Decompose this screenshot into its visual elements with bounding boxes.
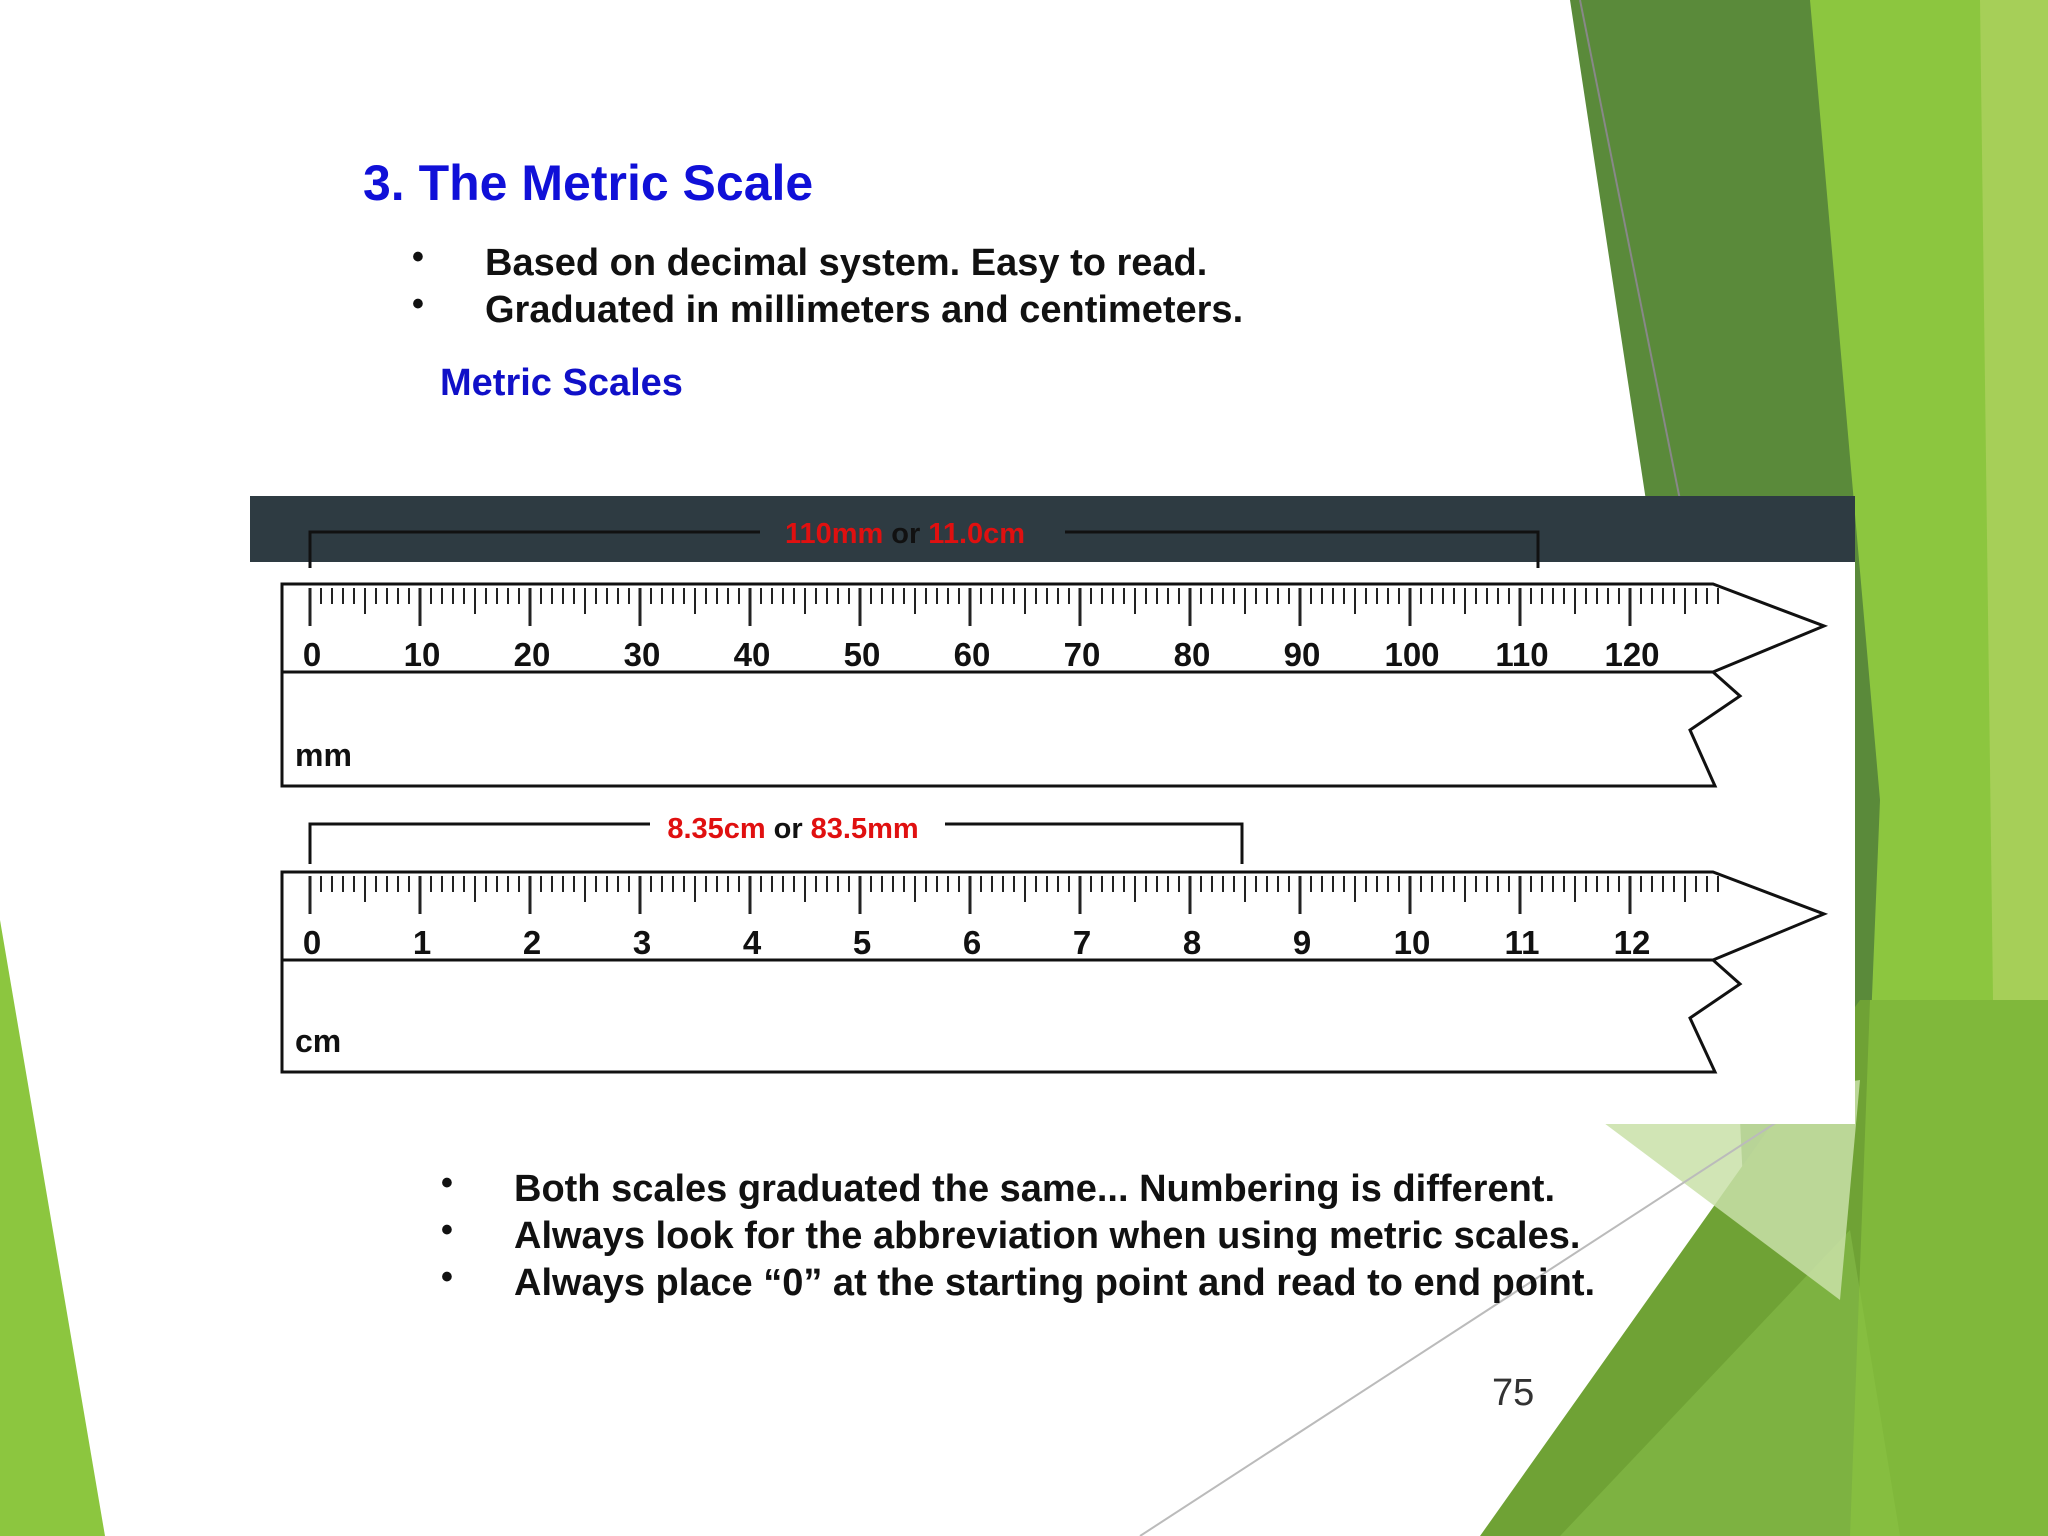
tick-label: 10 — [403, 636, 441, 673]
tick-label: 9 — [1292, 924, 1312, 961]
tick-label: 0 — [302, 924, 322, 961]
unit-label-mm: mm — [295, 737, 352, 773]
tick-label: 2 — [522, 924, 542, 961]
slide-title: 3. The Metric Scale — [363, 155, 814, 211]
ruler-cm-body — [282, 960, 1740, 1072]
bullet-item — [412, 240, 1243, 287]
tick-label: 6 — [962, 924, 982, 961]
tick-label: 30 — [623, 636, 661, 673]
bullet-dot: • — [441, 1164, 453, 1202]
tick-label: 1 — [412, 924, 432, 961]
bullet-dot: • — [441, 1258, 453, 1296]
tick-label: 10 — [1393, 924, 1431, 961]
unit-label-cm: cm — [295, 1023, 342, 1059]
measurement-connector: or — [891, 518, 921, 550]
ruler-mm-body — [282, 672, 1740, 786]
tick-label: 4 — [742, 924, 762, 961]
bullet-list-bottom — [441, 1166, 1595, 1307]
page-number: 75 — [1492, 1372, 1535, 1414]
metric-scales-figure — [250, 496, 1855, 1124]
tick-label: 12 — [1613, 924, 1651, 961]
tick-label: 11 — [1504, 924, 1540, 961]
tick-label: 60 — [953, 636, 991, 673]
bullet-text: Always look for the abbreviation when using metric scales. — [514, 1215, 1581, 1257]
bullet-dot: • — [412, 238, 424, 276]
bullet-list-top — [412, 240, 1243, 334]
tick-label: 3 — [632, 924, 652, 961]
bullet-text: Based on decimal system. Easy to read. — [485, 242, 1208, 284]
tick-label: 120 — [1604, 636, 1660, 673]
bullet-text: Always place “0” at the starting point and read to end point. — [514, 1262, 1596, 1304]
mm-measurement-label — [785, 518, 1025, 550]
measurement-connector: or — [773, 813, 803, 845]
ruler-cm-blade — [282, 872, 1824, 960]
figure-subtitle: Metric Scales — [440, 362, 683, 404]
tick-label: 80 — [1173, 636, 1211, 673]
tick-label: 100 — [1384, 636, 1440, 673]
tick-label: 8 — [1182, 924, 1202, 961]
tick-label: 110 — [1495, 636, 1549, 673]
tick-label: 0 — [302, 636, 322, 673]
bullet-item — [441, 1213, 1595, 1260]
measurement-value: 11.0cm — [928, 518, 1026, 550]
bullet-item — [441, 1166, 1595, 1213]
cm-measurement-label — [667, 813, 918, 845]
bullet-item — [412, 287, 1243, 334]
tick-label: 20 — [513, 636, 551, 673]
tick-label: 90 — [1283, 636, 1321, 673]
tick-label: 5 — [852, 924, 872, 961]
bullet-item — [441, 1260, 1595, 1307]
tick-label: 7 — [1072, 924, 1092, 961]
ruler-mm — [282, 584, 1824, 786]
ruler-cm — [282, 872, 1824, 1072]
bullet-text: Graduated in millimeters and centimeters. — [485, 289, 1244, 331]
measurement-value: 83.5mm — [810, 813, 919, 845]
header-band — [250, 496, 1855, 562]
tick-label: 70 — [1063, 636, 1101, 673]
bullet-text: Both scales graduated the same... Numbering is different. — [514, 1168, 1556, 1210]
measurement-value: 110mm — [784, 518, 884, 550]
measurement-value: 8.35cm — [667, 813, 766, 845]
bullet-dot: • — [441, 1211, 453, 1249]
tick-label: 40 — [733, 636, 771, 673]
tick-label: 50 — [843, 636, 881, 673]
bullet-dot: • — [412, 285, 424, 323]
